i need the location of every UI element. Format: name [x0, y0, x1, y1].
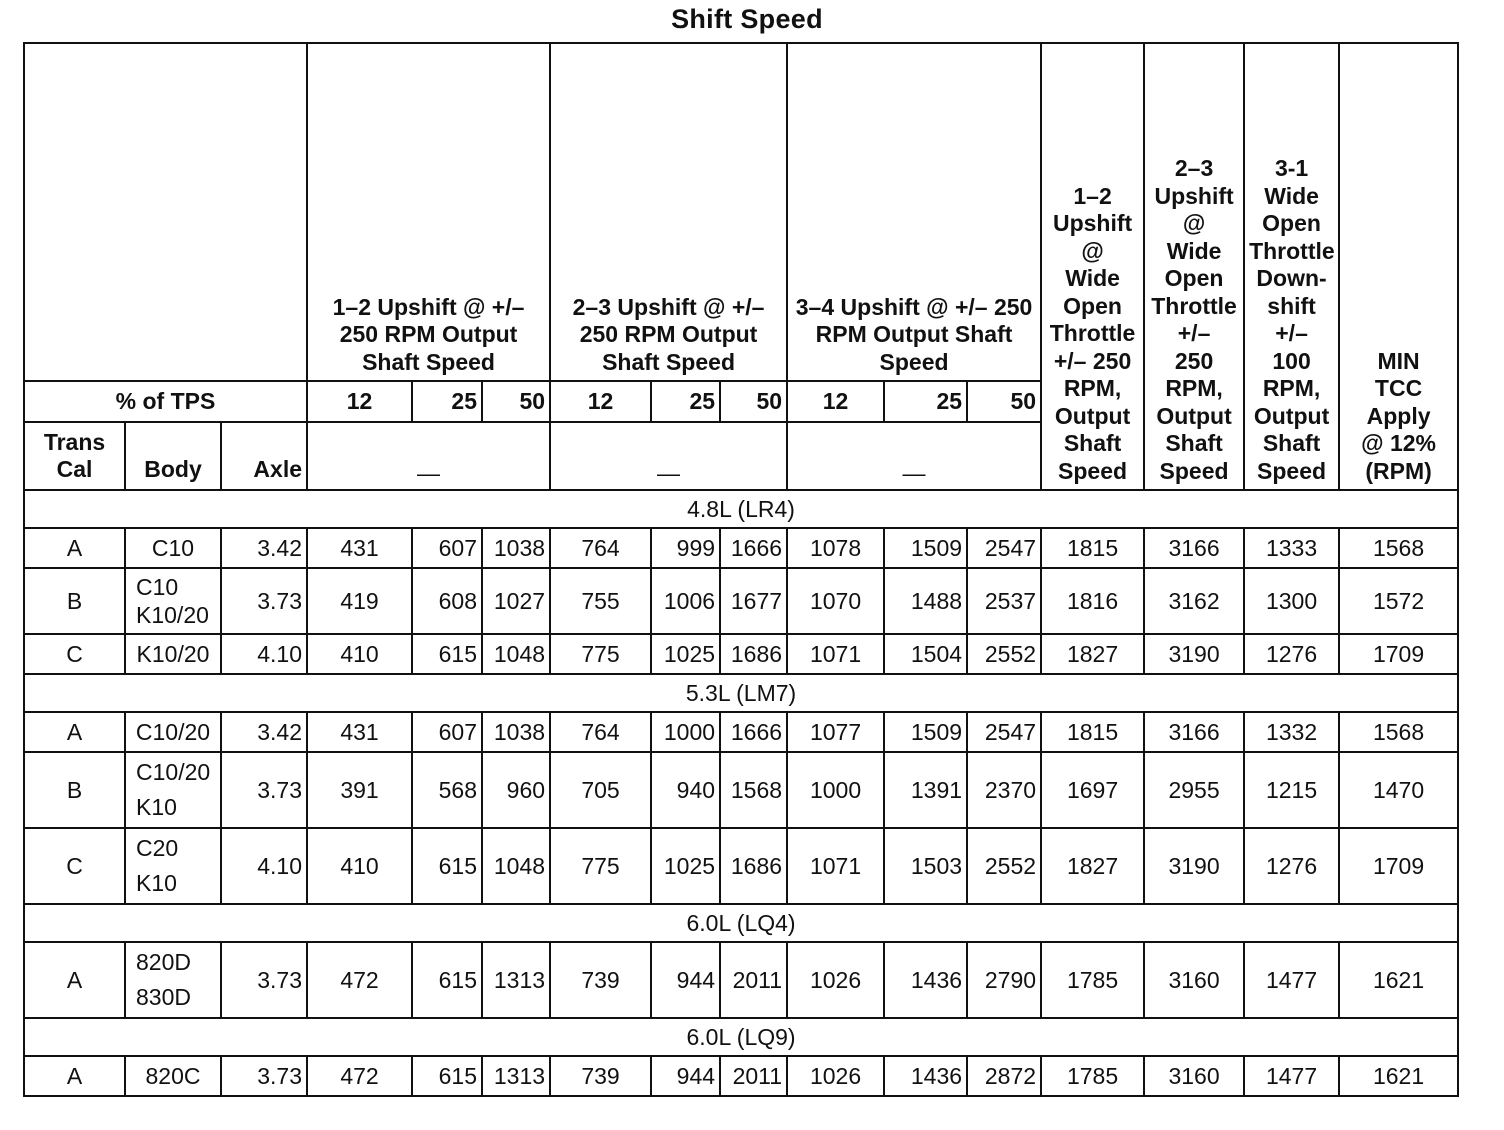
trans-cal-cell: A: [24, 712, 125, 752]
speed-value-cell: 1038: [482, 528, 550, 568]
tps-value: 25: [884, 381, 967, 422]
speed-value-cell: 1815: [1041, 528, 1144, 568]
section-row: [24, 1018, 1458, 1056]
speed-value-cell: 1276: [1244, 634, 1339, 674]
header-line: Down-: [1256, 265, 1327, 291]
speed-value-cell: 615: [412, 942, 482, 1018]
axle-cell: 3.42: [221, 528, 307, 568]
body-code: 820D: [136, 949, 191, 975]
speed-value-cell: 1686: [720, 634, 787, 674]
speed-value-cell: 1436: [884, 942, 967, 1018]
speed-value-cell: 3190: [1144, 634, 1244, 674]
header-line: MIN: [1377, 347, 1420, 374]
speed-value-cell: 2547: [967, 528, 1041, 568]
speed-value-cell: 1503: [884, 828, 967, 904]
speed-value-cell: 1276: [1244, 828, 1339, 904]
header-line: Shaft: [1165, 430, 1223, 456]
section-row: [24, 490, 1458, 528]
header-line: +/–: [1177, 320, 1211, 346]
speed-value-cell: 607: [412, 712, 482, 752]
speed-value-cell: 1509: [884, 712, 967, 752]
body-code: C10/20: [136, 759, 211, 785]
speed-value-cell: 2872: [967, 1056, 1041, 1096]
header-line: Speed: [1257, 457, 1327, 484]
trans-cal-cell: C: [24, 828, 125, 904]
speed-value-cell: 1568: [1339, 712, 1458, 752]
axle-cell: 3.73: [221, 1056, 307, 1096]
body-code: 820C: [145, 1062, 201, 1089]
speed-value-cell: 1026: [787, 1056, 884, 1096]
speed-value-cell: 1568: [1339, 528, 1458, 568]
speed-value-cell: 1785: [1041, 1056, 1144, 1096]
body-cell: [125, 1056, 221, 1096]
speed-value-cell: 1313: [482, 1056, 550, 1096]
trans-cal-cell: A: [24, 528, 125, 568]
speed-value-cell: 2790: [967, 942, 1041, 1018]
header-min-tcc: [1339, 43, 1458, 490]
engine-section-label: 6.0L (LQ4): [24, 904, 1458, 942]
header-line: Shaft: [1262, 430, 1321, 456]
header-line: RPM,: [1063, 375, 1122, 401]
speed-value-cell: 607: [412, 528, 482, 568]
header-line: Apply: [1366, 402, 1431, 429]
header-line: Upshift: [1154, 182, 1234, 209]
header-line: 1–2: [1073, 182, 1112, 209]
header-group-12: 1–2 Upshift @ +/– 250 RPM Output Shaft Speed: [307, 43, 550, 381]
speed-value-cell: 755: [550, 568, 651, 634]
header-group-23: 2–3 Upshift @ +/– 250 RPM Output Shaft Speed: [550, 43, 787, 381]
body-code: C10: [136, 574, 179, 600]
header-line: Cal: [56, 456, 93, 482]
speed-value-cell: 1006: [651, 568, 720, 634]
speed-value-cell: 3190: [1144, 828, 1244, 904]
speed-value-cell: 1666: [720, 712, 787, 752]
header-line: @: [1081, 237, 1104, 264]
tps-value: 25: [651, 381, 720, 422]
speed-value-cell: 1000: [651, 712, 720, 752]
table-row: [24, 752, 1458, 828]
header-line: 3-1: [1274, 155, 1309, 181]
speed-value-cell: 472: [307, 1056, 412, 1096]
header-line: RPM,: [1165, 375, 1223, 401]
speed-value-cell: 1313: [482, 942, 550, 1018]
speed-value-cell: 1477: [1244, 1056, 1339, 1096]
header-line: 250: [1174, 347, 1214, 374]
speed-value-cell: 410: [307, 828, 412, 904]
trans-cal-cell: C: [24, 634, 125, 674]
tps-value: 12: [550, 381, 651, 422]
table-row: [24, 634, 1458, 674]
header-line: +/– 250: [1053, 347, 1132, 374]
speed-value-cell: 1621: [1339, 1056, 1458, 1096]
speed-value-cell: 1697: [1041, 752, 1144, 828]
speed-value-cell: 775: [550, 634, 651, 674]
table-row: [24, 528, 1458, 568]
speed-value-cell: 705: [550, 752, 651, 828]
axle-cell: 4.10: [221, 828, 307, 904]
speed-value-cell: 1436: [884, 1056, 967, 1096]
header-line: Upshift: [1052, 210, 1133, 236]
speed-value-cell: 2537: [967, 568, 1041, 634]
body-code: K10: [136, 870, 177, 896]
table-body: [24, 490, 1458, 1096]
header-line: Speed: [1058, 457, 1128, 484]
axle-cell: 3.73: [221, 942, 307, 1018]
speed-value-cell: 1666: [720, 528, 787, 568]
trans-cal-cell: B: [24, 568, 125, 634]
speed-value-cell: 1470: [1339, 752, 1458, 828]
speed-value-cell: 1568: [720, 752, 787, 828]
axle-cell: 3.42: [221, 712, 307, 752]
dash-cell: —: [550, 422, 787, 490]
speed-value-cell: 944: [651, 942, 720, 1018]
speed-value-cell: 940: [651, 752, 720, 828]
speed-value-cell: 1709: [1339, 634, 1458, 674]
speed-value-cell: 431: [307, 528, 412, 568]
header-line: Output: [1253, 402, 1330, 429]
body-code: C20: [136, 835, 179, 861]
header-line: Throttle: [1249, 237, 1335, 264]
header-line: @ 12%: [1361, 430, 1436, 456]
axle-header: Axle: [221, 422, 307, 490]
tps-value: 25: [412, 381, 482, 422]
speed-value-cell: 1027: [482, 568, 550, 634]
speed-value-cell: 764: [550, 712, 651, 752]
tps-value: 50: [482, 381, 550, 422]
header-line: (RPM): [1365, 457, 1432, 484]
speed-value-cell: 764: [550, 528, 651, 568]
section-row: [24, 674, 1458, 712]
speed-value-cell: 568: [412, 752, 482, 828]
speed-value-cell: 1048: [482, 828, 550, 904]
engine-section-label: 4.8L (LR4): [24, 490, 1458, 528]
engine-section-label: 5.3L (LM7): [24, 674, 1458, 712]
header-wot-31: [1244, 43, 1339, 490]
trans-cal-cell: B: [24, 752, 125, 828]
speed-value-cell: 3160: [1144, 942, 1244, 1018]
dash-cell: —: [787, 422, 1041, 490]
header-line: 2–3: [1174, 155, 1214, 181]
speed-value-cell: 1816: [1041, 568, 1144, 634]
trans-cal-header: [24, 422, 125, 490]
speed-value-cell: 1078: [787, 528, 884, 568]
speed-value-cell: 608: [412, 568, 482, 634]
speed-value-cell: 410: [307, 634, 412, 674]
header-row: [24, 43, 1458, 381]
speed-value-cell: 1686: [720, 828, 787, 904]
speed-value-cell: 1477: [1244, 942, 1339, 1018]
body-cell: [125, 568, 221, 634]
header-line: 100: [1272, 347, 1311, 374]
body-code: K10/20: [136, 640, 210, 667]
speed-value-cell: 1038: [482, 712, 550, 752]
body-cell: [125, 942, 221, 1018]
axle-cell: 3.73: [221, 568, 307, 634]
body-cell: [125, 712, 221, 752]
body-code: K10/20: [136, 602, 209, 628]
tps-value: 50: [720, 381, 787, 422]
speed-value-cell: 3166: [1144, 528, 1244, 568]
speed-value-cell: 3160: [1144, 1056, 1244, 1096]
speed-value-cell: 1071: [787, 828, 884, 904]
body-code: C10: [151, 534, 195, 561]
speed-value-cell: 615: [412, 1056, 482, 1096]
engine-section-label: 6.0L (LQ9): [24, 1018, 1458, 1056]
speed-value-cell: 1070: [787, 568, 884, 634]
header-line: Open: [1063, 292, 1122, 319]
header-wot-12: [1041, 43, 1144, 490]
speed-value-cell: 1815: [1041, 712, 1144, 752]
speed-value-cell: 3162: [1144, 568, 1244, 634]
speed-value-cell: 1709: [1339, 828, 1458, 904]
speed-value-cell: 2552: [967, 634, 1041, 674]
speed-value-cell: 615: [412, 828, 482, 904]
header-line: Wide: [1264, 182, 1319, 209]
speed-value-cell: 999: [651, 528, 720, 568]
header-line: Trans: [43, 429, 106, 455]
axle-cell: 3.73: [221, 752, 307, 828]
table-row: [24, 942, 1458, 1018]
speed-value-cell: 1026: [787, 942, 884, 1018]
tps-value: 50: [967, 381, 1041, 422]
speed-value-cell: 960: [482, 752, 550, 828]
speed-value-cell: 615: [412, 634, 482, 674]
header-line: Wide: [1166, 237, 1222, 264]
speed-value-cell: 739: [550, 942, 651, 1018]
header-line: Output: [1156, 402, 1232, 429]
table-row: [24, 568, 1458, 634]
body-cell: [125, 528, 221, 568]
speed-value-cell: 1025: [651, 828, 720, 904]
speed-value-cell: 1025: [651, 634, 720, 674]
speed-value-cell: 1071: [787, 634, 884, 674]
speed-value-cell: 775: [550, 828, 651, 904]
body-code: K10: [136, 794, 177, 820]
speed-value-cell: 1333: [1244, 528, 1339, 568]
table-row: [24, 712, 1458, 752]
speed-value-cell: 1827: [1041, 634, 1144, 674]
speed-value-cell: 419: [307, 568, 412, 634]
speed-value-cell: 1677: [720, 568, 787, 634]
trans-cal-cell: A: [24, 1056, 125, 1096]
speed-value-cell: 1785: [1041, 942, 1144, 1018]
speed-value-cell: 1077: [787, 712, 884, 752]
header-line: Throttle: [1151, 292, 1237, 319]
header-line: @: [1182, 210, 1206, 236]
body-code: C10/20: [135, 718, 211, 745]
speed-value-cell: 1332: [1244, 712, 1339, 752]
page-title: Shift Speed: [671, 4, 823, 34]
header-wot-23: [1144, 43, 1244, 490]
header-line: Open: [1164, 265, 1224, 291]
speed-value-cell: 2011: [720, 1056, 787, 1096]
speed-value-cell: 2552: [967, 828, 1041, 904]
speed-value-cell: 1621: [1339, 942, 1458, 1018]
section-row: [24, 904, 1458, 942]
speed-value-cell: 2370: [967, 752, 1041, 828]
shift-speed-table: [23, 42, 1459, 1097]
body-cell: [125, 828, 221, 904]
tps-value: 12: [307, 381, 412, 422]
body-cell: [125, 752, 221, 828]
header-line: RPM,: [1262, 375, 1321, 401]
speed-value-cell: 1048: [482, 634, 550, 674]
speed-value-cell: 391: [307, 752, 412, 828]
trans-cal-cell: A: [24, 942, 125, 1018]
speed-value-cell: 1215: [1244, 752, 1339, 828]
table-row: [24, 828, 1458, 904]
speed-value-cell: 1488: [884, 568, 967, 634]
axle-cell: 4.10: [221, 634, 307, 674]
tps-label: % of TPS: [24, 381, 307, 422]
header-line: Shaft: [1063, 430, 1122, 456]
header-line: Open: [1262, 210, 1321, 236]
speed-value-cell: 1000: [787, 752, 884, 828]
speed-value-cell: 3166: [1144, 712, 1244, 752]
header-line: TCC: [1374, 375, 1423, 401]
speed-value-cell: 431: [307, 712, 412, 752]
speed-value-cell: 1391: [884, 752, 967, 828]
speed-value-cell: 944: [651, 1056, 720, 1096]
header-line: +/–: [1275, 320, 1308, 346]
header-line: Throttle: [1049, 320, 1136, 346]
tps-value: 12: [787, 381, 884, 422]
header-line: Wide: [1065, 265, 1120, 291]
speed-value-cell: 739: [550, 1056, 651, 1096]
header-line: Speed: [1159, 457, 1229, 484]
speed-value-cell: 2547: [967, 712, 1041, 752]
speed-value-cell: 2955: [1144, 752, 1244, 828]
header-line: Output: [1054, 402, 1131, 429]
dash-cell: —: [307, 422, 550, 490]
speed-value-cell: 1300: [1244, 568, 1339, 634]
speed-value-cell: 472: [307, 942, 412, 1018]
table-row: [24, 1056, 1458, 1096]
speed-value-cell: 2011: [720, 942, 787, 1018]
header-line: shift: [1267, 292, 1316, 319]
body-code: 830D: [136, 984, 191, 1010]
speed-value-cell: 1827: [1041, 828, 1144, 904]
body-cell: [125, 634, 221, 674]
header-blank: [24, 43, 307, 381]
speed-value-cell: 1504: [884, 634, 967, 674]
speed-value-cell: 1572: [1339, 568, 1458, 634]
header-group-34: 3–4 Upshift @ +/– 250 RPM Output Shaft Speed: [787, 43, 1041, 381]
speed-value-cell: 1509: [884, 528, 967, 568]
body-header: Body: [125, 422, 221, 490]
